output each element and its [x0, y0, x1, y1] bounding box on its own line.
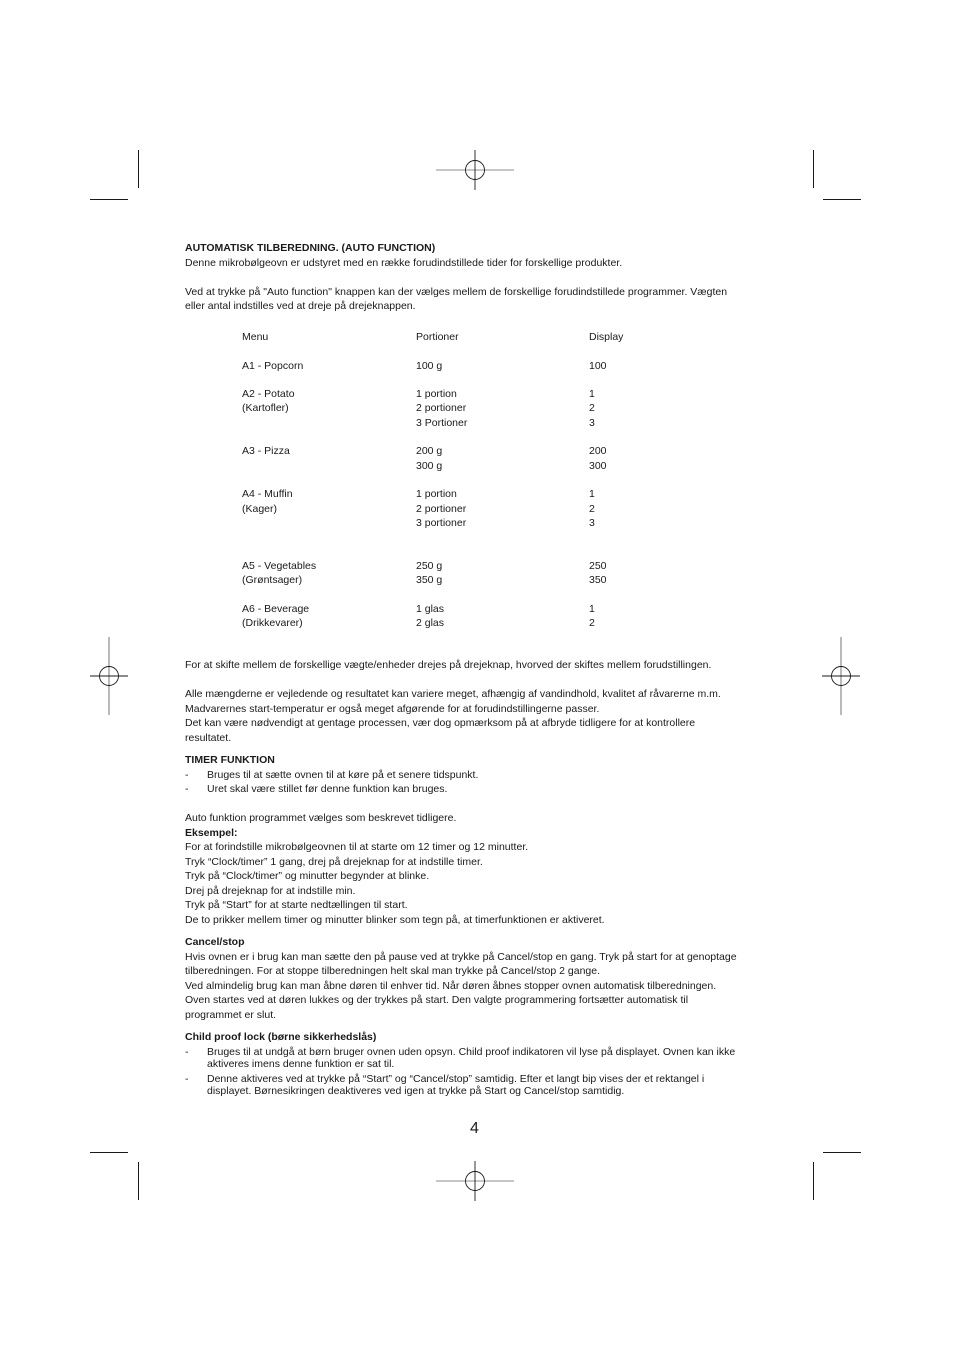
- portion-cell: 350 g: [416, 574, 443, 587]
- example-line-4: Drej på drejeknap for at indstille min.: [185, 884, 356, 897]
- display-cell: 2: [589, 402, 595, 415]
- cancel-line-5: programmet er slut.: [185, 1008, 277, 1021]
- display-cell: 250: [589, 559, 607, 572]
- timer-auto-text: Auto funktion programmet vælges som beskrevet tidligere.: [185, 812, 457, 824]
- auto-intro: Denne mikrobølgeovn er udstyret med en række forudindstillede tider for forskellige produkter.: [185, 256, 623, 269]
- example-line-1: For at forindstille mikrobølgeovnen til at starte om 12 timer og 12 minutter.: [185, 841, 529, 853]
- bullet-dash: -: [185, 768, 189, 781]
- list-item: [185, 1073, 785, 1097]
- bullet-dash: -: [185, 1045, 189, 1058]
- switch-weights-text: For at skifte mellem de forskellige vægte/enheder drejes på drejeknap, hvorved der skiftes mellem forudstillingen.: [185, 659, 712, 671]
- auto-desc-line-1: Ved at trykke på "Auto function" knappen kan der vælges mellem de forskellige forudindstillede programmer. Vægten: [185, 285, 728, 298]
- cancel-line-2: tilberedningen. For at stoppe tilberedningen helt skal man trykke på Cancel/stop 2 gange.: [185, 965, 601, 977]
- display-cell: 1: [589, 602, 595, 615]
- portion-cell: 100 g: [416, 359, 443, 372]
- cancel-line-3: Ved almindelig brug kan man åbne døren til enhver tid. Når døren åbnes stopper ovnen automatisk tilberedningen.: [185, 979, 717, 992]
- col-header-portions: Portioner: [416, 331, 459, 343]
- portion-cell: 2 portioner: [416, 502, 467, 515]
- display-cell: 3: [589, 416, 595, 429]
- crop-mark: [823, 199, 861, 200]
- child-bullet-1-line-2: aktiveres imens denne funktion er sat til.: [207, 1057, 395, 1070]
- registration-mark-left: [70, 637, 148, 715]
- menu-cell: A4 - Muffin: [242, 488, 293, 501]
- guidance-text-2: Madvarernes start-temperatur er også meget afgørende for at forudindstillingerne passer.: [185, 702, 600, 715]
- cancel-heading: Cancel/stop: [185, 936, 245, 948]
- bullet-dash: -: [185, 1072, 189, 1085]
- menu-cell: A3 - Pizza: [242, 445, 290, 458]
- guidance-text-4: resultatet.: [185, 731, 232, 744]
- example-line-6: De to prikker mellem timer og minutter blinker som tegn på, at timerfunktionen er aktiveret.: [185, 913, 605, 926]
- portion-cell: 1 portion: [416, 488, 457, 501]
- guidance-text-1: Alle mængderne er vejledende og resultatet kan variere meget, afhængig af vandindhold, kvalitet af råvarerne m.m.: [185, 688, 721, 700]
- menu-cell: (Drikkevarer): [242, 616, 303, 629]
- menu-cell: A1 - Popcorn: [242, 359, 304, 372]
- crop-mark: [138, 150, 139, 188]
- child-bullet-1-line-1: Bruges til at undgå at børn bruger ovnen uden opsyn. Child proof indikatoren vil lyse på displayet. Ovnen kan ikke: [207, 1045, 736, 1058]
- crop-mark: [90, 1152, 128, 1153]
- child-lock-heading: Child proof lock (børne sikkerhedslås): [185, 1031, 377, 1043]
- child-bullet-2-line-2: displayet. Børnesikringen deaktiveres ved igen at trykke på Start og Cancel/stop samtidig.: [207, 1084, 625, 1097]
- portion-cell: 1 portion: [416, 388, 457, 401]
- menu-cell: A5 - Vegetables: [242, 559, 317, 572]
- display-cell: 350: [589, 574, 607, 587]
- page-number: 4: [470, 1120, 479, 1137]
- display-cell: 2: [589, 502, 595, 515]
- menu-cell: (Kager): [242, 502, 278, 515]
- portion-cell: 3 portioner: [416, 516, 467, 529]
- crop-mark: [813, 150, 814, 188]
- registration-mark-right: [802, 637, 880, 715]
- timer-bullet-1: Bruges til at sætte ovnen til at køre på et senere tidspunkt.: [207, 768, 479, 781]
- menu-cell: A2 - Potato: [242, 388, 295, 401]
- bullet-dash: -: [185, 783, 189, 795]
- lower-section: [185, 658, 785, 1097]
- cancel-line-1: Hvis ovnen er i brug kan man sætte den på pause ved at trykke på Cancel/stop en gang. Tryk på start for at genoptage: [185, 950, 737, 963]
- col-header-display: Display: [589, 331, 624, 343]
- guidance-text-3: Det kan være nødvendigt at gentage processen, vær dog opmærksom på at afbryde tidligere for at kontrollere: [185, 717, 696, 729]
- display-cell: 2: [589, 616, 595, 629]
- crop-mark: [138, 1162, 139, 1200]
- portion-cell: 200 g: [416, 445, 443, 458]
- example-line-5: Tryk på “Start” for at starte nedtællingen til start.: [185, 899, 408, 911]
- menu-cell: (Kartofler): [242, 402, 289, 415]
- portion-cell: 1 glas: [416, 602, 445, 615]
- registration-mark-bottom: [436, 1142, 514, 1220]
- list-item: [185, 768, 785, 783]
- portion-cell: 300 g: [416, 459, 443, 472]
- display-cell: 1: [589, 388, 595, 401]
- display-cell: 100: [589, 359, 607, 372]
- portion-cell: 2 glas: [416, 616, 445, 629]
- crop-mark: [813, 1162, 814, 1200]
- display-cell: 200: [589, 445, 607, 458]
- cancel-line-4: Oven startes ved at døren lukkes og der trykkes på start. Den valgte programmering fortsætter automatisk til: [185, 994, 689, 1006]
- display-cell: 300: [589, 459, 607, 472]
- display-cell: 1: [589, 488, 595, 501]
- timer-bullet-2: Uret skal være stillet før denne funktion kan bruges.: [207, 783, 448, 795]
- auto-section: [185, 241, 785, 314]
- auto-desc-line-2: eller antal indstilles ved at dreje på drejeknappen.: [185, 300, 416, 312]
- registration-mark-top: [436, 131, 514, 209]
- menu-cell: A6 - Beverage: [242, 602, 310, 615]
- auto-heading: AUTOMATISK TILBEREDNING. (AUTO FUNCTION): [185, 242, 436, 254]
- example-label: Eksempel:: [185, 826, 238, 839]
- example-line-3: Tryk på “Clock/timer” og minutter begynder at blinke.: [185, 870, 430, 882]
- portion-cell: 2 portioner: [416, 402, 467, 415]
- child-bullet-2-line-1: Denne aktiveres ved at trykke på “Start” og “Cancel/stop” samtidig. Efter et langt bip vises der et rektangel i: [207, 1072, 705, 1085]
- portion-cell: 3 Portioner: [416, 416, 468, 429]
- portion-cell: 250 g: [416, 559, 443, 572]
- list-item: [185, 1046, 785, 1070]
- col-header-menu: Menu: [242, 331, 269, 343]
- crop-mark: [823, 1152, 861, 1153]
- display-cell: 3: [589, 516, 595, 529]
- example-line-2: Tryk “Clock/timer” 1 gang, drej på drejeknap for at indstille timer.: [185, 855, 483, 868]
- crop-mark: [90, 199, 128, 200]
- menu-cell: (Grøntsager): [242, 574, 303, 587]
- list-item: [185, 782, 785, 797]
- timer-heading: TIMER FUNKTION: [185, 754, 275, 766]
